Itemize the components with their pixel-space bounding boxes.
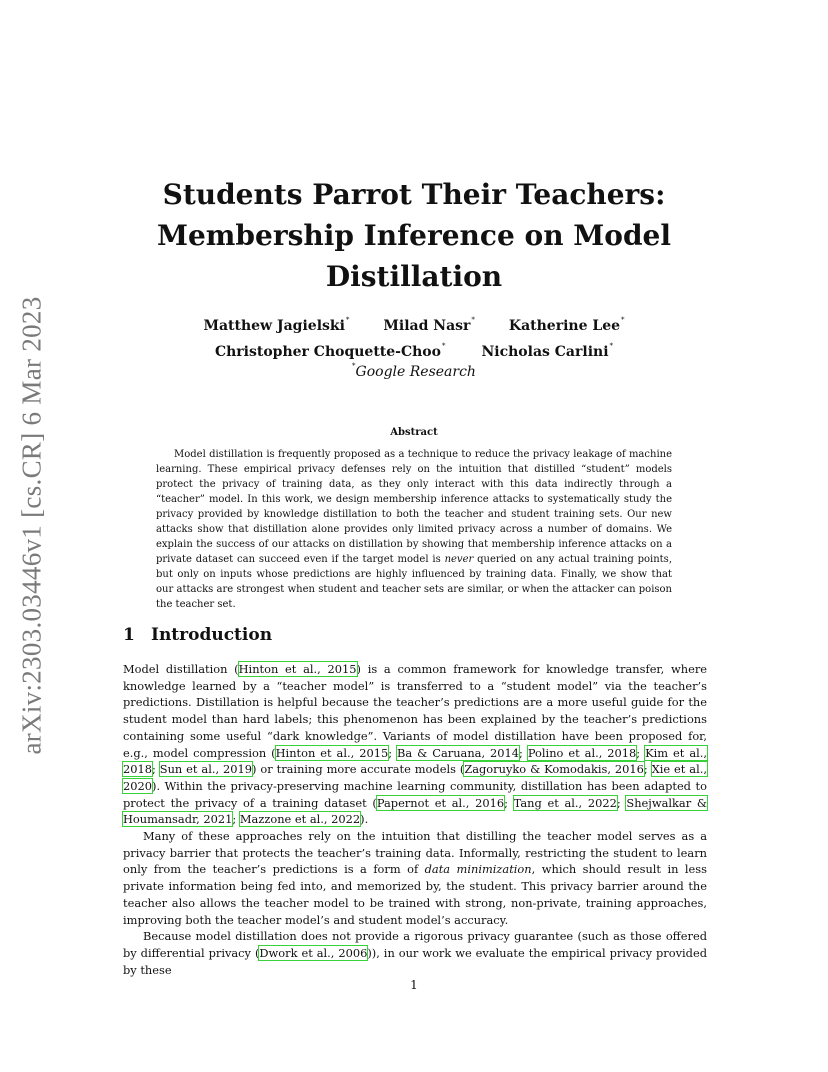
author: Nicholas Carlini* [481,342,614,360]
affiliation-name: Google Research [355,364,476,380]
citation-link[interactable]: Ba & Caruana, 2014 [397,745,520,760]
affiliation-mark: * [621,316,625,324]
emphasis: never [444,554,474,565]
title-line-3: Distillation [325,260,503,293]
citation-link[interactable]: Kim et al., 2018 [123,745,707,777]
section-title: Introduction [151,625,273,645]
citation-link[interactable]: Mazzone et al., 2022 [239,812,361,827]
citation-link[interactable]: Xie et al., 2020 [123,762,707,793]
author-row-1 [120,310,708,336]
author-list [120,310,708,362]
citation-link[interactable]: Papernot et al., 2016 [376,795,505,810]
affiliation-mark: * [609,342,614,350]
affiliation-mark: * [345,316,350,324]
title-line-2: Membership Inference on Model [157,219,671,252]
citation-link[interactable]: Hinton et al., 2015 [275,745,389,760]
title-line-1: Students Parrot Their Teachers: [162,178,666,211]
abstract-heading: Abstract [390,427,438,438]
citation-link[interactable]: Hinton et al., 2015 [238,662,357,676]
citation-link[interactable]: Tang et al., 2022 [513,795,617,810]
affiliation-mark: * [352,362,356,370]
author: Milad Nasr* [383,316,475,334]
paragraph: Many of these approaches rely on the intuition that distilling the teacher model serves as a privacy barrier that protects the teacher’s training data. Informally, restricting the student to learn only from the teacher’s predictions is a form of data minimization, which should result in less private information being fed into, and memorized by, the student. This privacy barrier around the teacher also allows the teacher model to be trained with strong, non-private, training approaches, improving both the teacher model’s and student model’s accuracy. [123,829,707,927]
paragraph: Model distillation (Hinton et al., 2015) is a common framework for knowledge transfer, where knowledge learned by a “teacher model” is transferred to a “student model” via the teacher’s predictions. Distillation is helpful because the teacher’s predictions are a more useful guide for the student model than hard labels; this phenomenon has been explained by the teacher’s predictions containing some useful “dark knowledge”. Variants of model distillation have been proposed for, e.g., model compression (Hinton et al., 2015; Ba & Caruana, 2014; Polino et al., 2018; Kim et al., 2018; Sun et al., 2019) or training more accurate models (Zagoruyko & Komodakis, 2016; Xie et al., 2020). Within the privacy-preserving machine learning community, distillation has been adapted to protect the privacy of a training dataset (Papernot et al., 2016; Tang et al., 2022; Shejwalkar & Houmansadr, 2021; Mazzone et al., 2022). [123,662,707,827]
section-heading-introduction [123,625,711,645]
abstract-text: Model distillation is frequently proposed as a technique to reduce the privacy leakage of machine learning. These empirical privacy defenses rely on the intuition that distilled “student” models protect the privacy of training data, as they only interact with this data indirectly through a “teacher” model. In this work, we design membership inference attacks to systematically study the privacy provided by knowledge distillation to both the teacher and student training sets. Our new attacks show that distillation alone provides only limited privacy across a number of domains. We explain the success of our attacks on distillation by showing that membership inference attacks on a private dataset can succeed even if the target model is never queried on any actual training points, but only on inputs whose predictions are highly influenced by training data. Finally, we show that our attacks are strongest when student and teacher sets are similar, or when the attacker can poison the teacher set. [156,449,672,610]
paper-title [120,174,708,297]
introduction-body [123,661,707,978]
affiliation [120,362,708,380]
citation-link[interactable]: Shejwalkar & Houmansadr, 2021 [123,795,707,827]
citation-link[interactable]: Dwork et al., 2006 [259,945,368,960]
emphasis: data minimization [424,862,532,877]
citation-link[interactable]: Sun et al., 2019 [159,762,253,777]
page-number: 1 [410,978,418,992]
author: Katherine Lee* [508,316,625,334]
affiliation-mark: * [471,316,475,324]
citation-link[interactable]: Polino et al., 2018 [527,745,637,760]
citation-link[interactable]: Zagoruyko & Komodakis, 2016 [464,762,644,777]
paragraph: Because model distillation does not provide a rigorous privacy guarantee (such as those offered by differential privacy (Dwork et al., 2006)), in our work we evaluate the empirical privacy provided by these [123,929,707,977]
affiliation-mark: * [441,342,446,350]
arxiv-id-text: arXiv:2303.03446v1 [cs.CR] 6 Mar 2023 [16,295,47,755]
author: Christopher Choquette-Choo* [214,342,446,360]
arxiv-identifier-stamp [12,290,52,760]
author-row-2 [120,336,708,362]
author: Matthew Jagielski* [203,316,350,334]
section-number: 1 [123,625,135,645]
